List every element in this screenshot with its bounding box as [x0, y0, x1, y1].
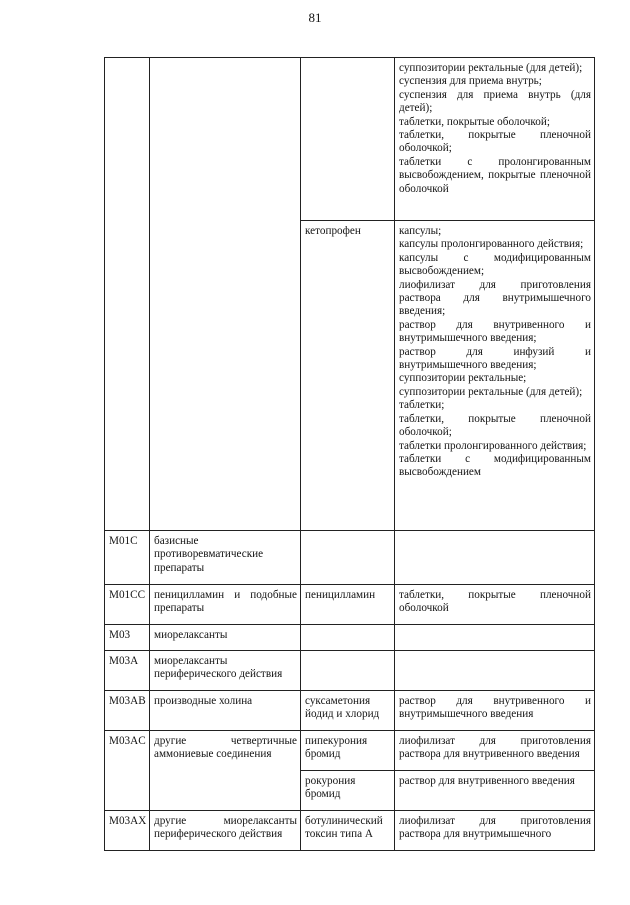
group-name-cell: базисные противоревматические препараты	[150, 531, 301, 585]
substance-cell: пеницилламин	[301, 585, 395, 625]
substance-cell: кетопрофен	[301, 221, 395, 531]
dosage-forms-cell	[395, 811, 595, 851]
substance-cell: суксаметония йодид и хлорид	[301, 691, 395, 731]
dosage-forms-cell	[395, 731, 595, 771]
group-name-cell: пеницилламин и подобные препараты	[150, 585, 301, 625]
group-name-cell: другие четвертичные аммониевые соединения	[150, 731, 301, 811]
group-name-cell: миорелаксанты	[150, 625, 301, 651]
group-name-cell: производные холина	[150, 691, 301, 731]
dosage-form: таблетки, покрытые пленочной оболочкой;	[399, 129, 591, 155]
substance-cell	[301, 651, 395, 691]
table-row	[105, 651, 595, 691]
dosage-forms-cell	[395, 221, 595, 531]
dosage-form: лиофилизат для приготовления раствора для внутримышечного введения;	[399, 278, 591, 318]
group-name-cell	[150, 58, 301, 531]
dosage-form: лиофилизат для приготовления раствора для внутривенного введения	[399, 735, 591, 761]
dosage-form: лиофилизат для приготовления раствора для внутримышечного	[399, 815, 591, 841]
table-row	[105, 811, 595, 851]
dosage-form: капсулы пролонгированного действия;	[399, 238, 584, 251]
table-row	[105, 731, 595, 771]
dosage-form: суппозитории ректальные;	[399, 372, 527, 385]
substance-cell: рокурония бромид	[301, 771, 395, 811]
page-number: 81	[308, 10, 322, 25]
dosage-form: таблетки;	[399, 399, 445, 412]
dosage-form: капсулы;	[399, 225, 442, 237]
dosage-form: суспензия для приема внутрь (для детей);	[399, 88, 591, 115]
atc-code-cell: M03AX	[105, 811, 150, 851]
substance-cell: пипекурония бромид	[301, 731, 395, 771]
dosage-forms-cell	[395, 651, 595, 691]
dosage-form: суппозитории ректальные (для детей);	[399, 62, 583, 74]
dosage-form: таблетки, покрытые пленочной оболочкой;	[399, 412, 591, 439]
dosage-form: таблетки, покрытые пленочной оболочкой	[399, 589, 591, 615]
dosage-forms-cell	[395, 771, 595, 811]
dosage-form: суппозитории ректальные (для детей);	[399, 385, 583, 398]
atc-code-cell: M03AC	[105, 731, 150, 811]
table-row	[105, 691, 595, 731]
dosage-form: раствор для внутривенного и внутримышечного введения	[399, 695, 591, 721]
dosage-form: раствор для инфузий и внутримышечного введения;	[399, 345, 591, 372]
dosage-form: раствор для внутривенного и внутримышечного введения;	[399, 318, 591, 345]
group-name-cell: другие миорелаксанты периферического действия	[150, 811, 301, 851]
dosage-forms-cell	[395, 625, 595, 651]
atc-code-cell	[105, 58, 150, 531]
substance-cell	[301, 58, 395, 221]
dosage-form: раствор для внутривенного введения	[399, 775, 575, 787]
table-row	[105, 58, 595, 221]
substance-cell: ботулинический токсин типа А	[301, 811, 395, 851]
atc-code-cell: M01C	[105, 531, 150, 585]
atc-code-cell: M03AB	[105, 691, 150, 731]
dosage-form: таблетки пролонгированного действия;	[399, 439, 587, 452]
atc-code-cell: M01CC	[105, 585, 150, 625]
dosage-form: таблетки с пролонгированным высвобождением, покрытые пленочной оболочкой	[399, 155, 591, 195]
dosage-form: капсулы с модифицированным высвобождением;	[399, 251, 591, 278]
table-row	[105, 531, 595, 585]
dosage-forms-cell	[395, 58, 595, 221]
substance-cell	[301, 625, 395, 651]
table-row	[105, 625, 595, 651]
dosage-forms-cell	[395, 531, 595, 585]
drug-table	[104, 57, 595, 851]
atc-code-cell: M03A	[105, 651, 150, 691]
substance-cell	[301, 531, 395, 585]
dosage-form: таблетки, покрытые оболочкой;	[399, 115, 550, 128]
dosage-forms-cell	[395, 691, 595, 731]
table-row	[105, 585, 595, 625]
dosage-form: таблетки с модифицированным высвобождением	[399, 452, 591, 479]
dosage-forms-cell	[395, 585, 595, 625]
group-name-cell: миорелаксанты периферического действия	[150, 651, 301, 691]
atc-code-cell: M03	[105, 625, 150, 651]
dosage-form: суспензия для приема внутрь;	[399, 75, 542, 88]
